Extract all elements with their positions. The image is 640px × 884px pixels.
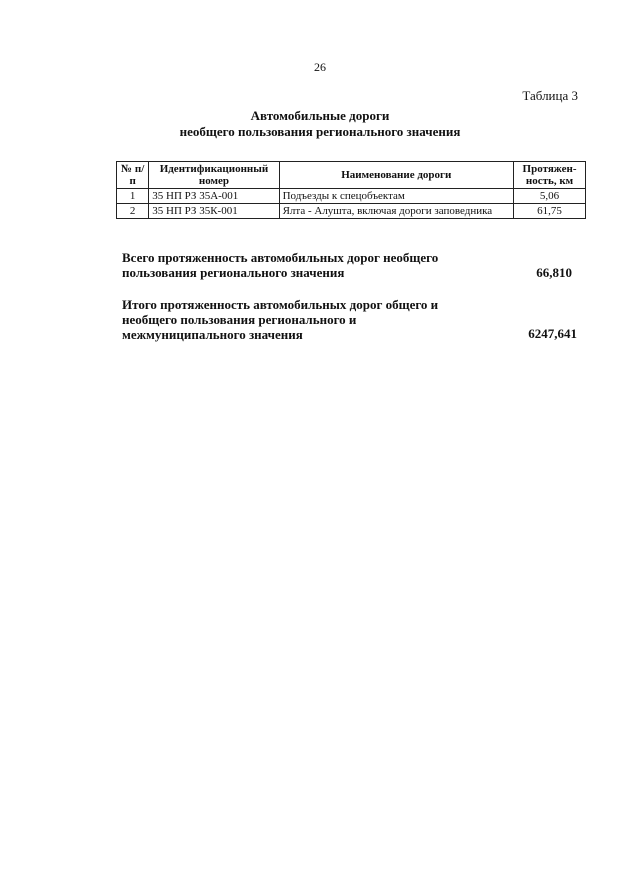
row-num: 2 [117,204,149,219]
roads-table [116,161,586,219]
title-line-2: необщего пользования регионального значения [179,124,461,139]
header-length: Протяжен-ность, км [514,162,586,189]
table-header-row [117,162,586,189]
grand-total-value: 6247,641 [528,326,577,341]
header-id: Идентификационный номер [149,162,279,189]
row-name: Подъезды к спецобъектам [279,189,514,204]
grand-total-label: Итого протяженность автомобильных дорог общего и необщего пользования регионального и межмуниципального значения [122,297,439,342]
row-num: 1 [117,189,149,204]
table-row [117,204,586,219]
row-length: 5,06 [514,189,586,204]
header-name: Наименование дороги [279,162,514,189]
row-name: Ялта - Алушта, включая дороги заповедника [279,204,514,219]
total-label: Всего протяженность автомобильных дорог необщего пользования регионального значения [122,250,439,280]
table-label: Таблица 3 [522,88,578,103]
title-line-1: Автомобильные дороги [250,108,390,123]
row-length: 61,75 [514,204,586,219]
total-value: 66,810 [536,265,572,280]
row-id: 35 НП РЗ 35А-001 [149,189,279,204]
table-row [117,189,586,204]
row-id: 35 НП РЗ 35К-001 [149,204,279,219]
page-number: 26 [314,60,326,74]
document-title [0,108,640,140]
header-num: № п/п [117,162,149,189]
